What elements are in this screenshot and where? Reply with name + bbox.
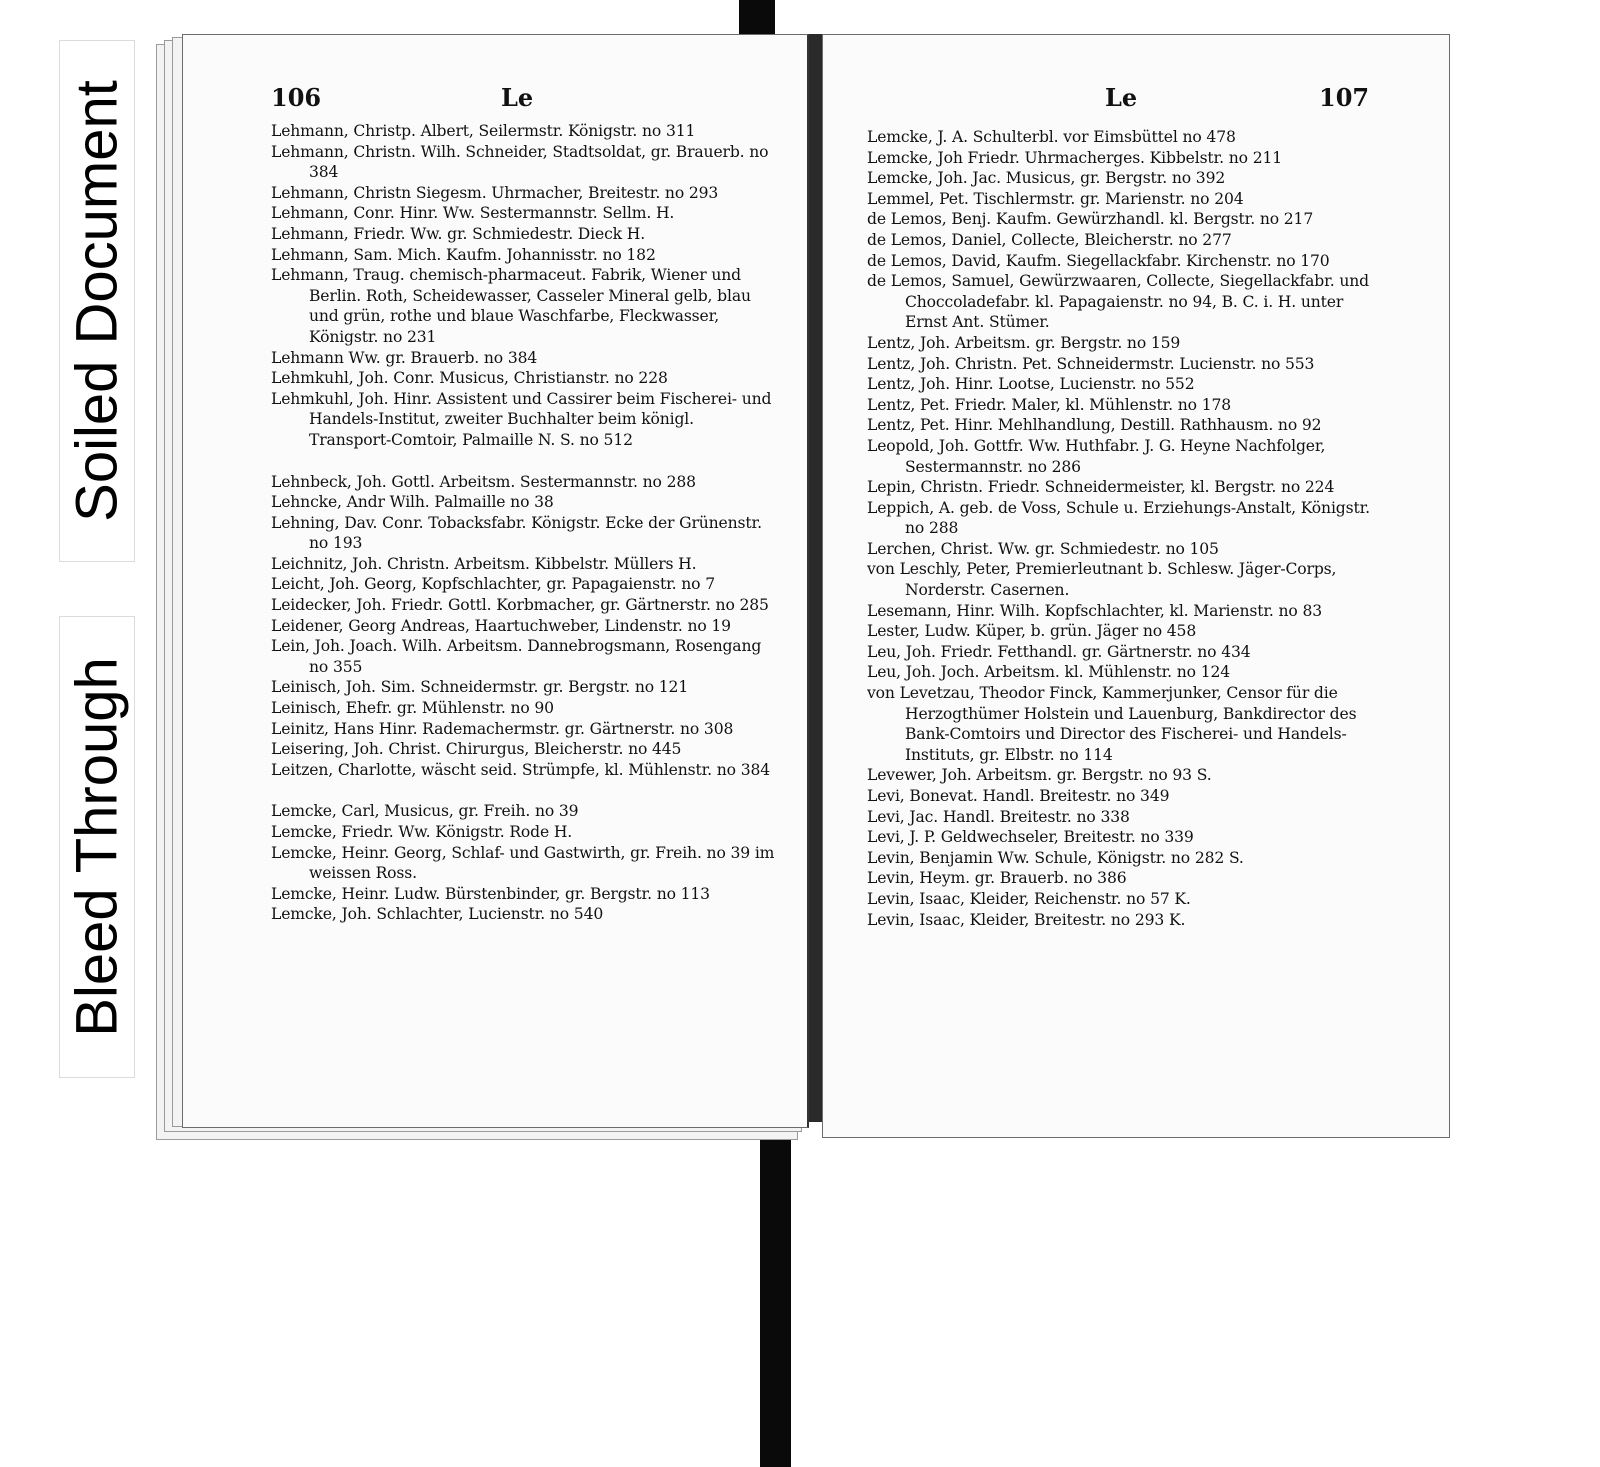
entry-gap	[271, 780, 776, 801]
directory-entry: Leu, Joh. Friedr. Fetthandl. gr. Gärtnerstr. no 434	[867, 642, 1251, 661]
directory-entry: de Lemos, Daniel, Collecte, Bleicherstr. no 277	[867, 230, 1232, 249]
directory-entry: Lemcke, Joh Friedr. Uhrmacherges. Kibbelstr. no 211	[867, 148, 1283, 167]
directory-entry: Lemcke, Joh. Schlachter, Lucienstr. no 540	[271, 905, 604, 924]
directory-entry: Lehncke, Andr Wilh. Palmaille no 38	[271, 493, 554, 512]
directory-entry: Lemcke, Heinr. Ludw. Bürstenbinder, gr. Bergstr. no 113	[271, 884, 710, 903]
directory-entry: Levi, J. P. Geldwechseler, Breitestr. no 339	[867, 828, 1194, 847]
directory-entry: Lehmann Ww. gr. Brauerb. no 384	[271, 348, 538, 367]
soiled-document-stamp	[59, 40, 135, 562]
directory-entry: Leidener, Georg Andreas, Haartuchweber, Lindenstr. no 19	[271, 616, 731, 635]
bleed-through-stamp	[59, 616, 135, 1078]
directory-entry: Lesemann, Hinr. Wilh. Kopfschlachter, kl. Marienstr. no 83	[867, 601, 1323, 620]
directory-entry: von Leschly, Peter, Premierleutnant b. Schlesw. Jäger-Corps, Norderstr. Casernen.	[867, 560, 1337, 600]
directory-entry: Lehmann, Friedr. Ww. gr. Schmiedestr. Dieck H.	[271, 224, 646, 243]
directory-entry: Lemcke, J. A. Schulterbl. vor Eimsbüttel no 478	[867, 128, 1236, 146]
directory-entry: Levin, Heym. gr. Brauerb. no 386	[867, 869, 1127, 888]
right-page	[822, 34, 1450, 1138]
directory-entry: Levin, Isaac, Kleider, Breitestr. no 293 K.	[867, 910, 1186, 929]
directory-entry: de Lemos, Benj. Kaufm. Gewürzhandl. kl. Bergstr. no 217	[867, 210, 1314, 229]
directory-entry: Leopold, Joh. Gottfr. Ww. Huthfabr. J. G. Heyne Nachfolger, Sestermannstr. no 286	[867, 436, 1326, 476]
directory-entry: de Lemos, Samuel, Gewürzwaaren, Collecte, Siegellackfabr. und Choccoladefabr. kl. Papagaienstr. no 94, B. C. i. H. unter Ernst Ant. Stümer.	[867, 272, 1369, 332]
running-head-left: Le	[501, 83, 534, 112]
directory-entry: Lentz, Joh. Hinr. Lootse, Lucienstr. no 552	[867, 375, 1195, 394]
directory-entry: Leisering, Joh. Christ. Chirurgus, Bleicherstr. no 445	[271, 740, 682, 759]
directory-entry: de Lemos, David, Kaufm. Siegellackfabr. Kirchenstr. no 170	[867, 251, 1330, 270]
directory-entry: Lehmann, Christp. Albert, Seilermstr. Königstr. no 311	[271, 122, 696, 140]
directory-entries-left	[271, 121, 776, 925]
directory-entries-right	[867, 127, 1372, 930]
directory-entry: Leicht, Joh. Georg, Kopfschlachter, gr. Papagaienstr. no 7	[271, 575, 715, 594]
bleed-through-label: Bleed Through	[64, 657, 130, 1037]
directory-entry: Lehmkuhl, Joh. Hinr. Assistent und Cassirer beim Fischerei- und Handels-Institut, zweiter Buchhalter beim königl. Transport-Comtoir, Palmaille N. S. no 512	[271, 389, 772, 449]
directory-entry: Lehmann, Christn Siegesm. Uhrmacher, Breitestr. no 293	[271, 183, 719, 202]
directory-entry: Leinisch, Ehefr. gr. Mühlenstr. no 90	[271, 699, 554, 718]
directory-entry: Lehnbeck, Joh. Gottl. Arbeitsm. Sestermannstr. no 288	[271, 472, 696, 491]
directory-entry: von Levetzau, Theodor Finck, Kammerjunker, Censor für die Herzogthümer Holstein und Lauenburg, Bankdirector des Bank-Comtoirs und Director des Fischerei- und Handels-Instituts, gr. Elbstr. no 114	[867, 684, 1357, 764]
page-number-right: 107	[1319, 83, 1370, 112]
directory-entry: Levin, Isaac, Kleider, Reichenstr. no 57 K.	[867, 889, 1191, 908]
directory-entry: Levi, Bonevat. Handl. Breitestr. no 349	[867, 787, 1170, 805]
soiled-document-label: Soiled Document	[64, 80, 130, 522]
directory-entry: Lehmann, Sam. Mich. Kaufm. Johannisstr. no 182	[271, 245, 656, 264]
directory-entry: Lemcke, Heinr. Georg, Schlaf- und Gastwirth, gr. Freih. no 39 im weissen Ross.	[271, 843, 775, 883]
directory-entry: Lentz, Pet. Friedr. Maler, kl. Mühlenstr. no 178	[867, 395, 1232, 414]
running-head-right: Le	[1105, 83, 1138, 112]
directory-entry: Lehmann, Traug. chemisch-pharmaceut. Fabrik, Wiener und Berlin. Roth, Scheidewasser, Casseler Mineral gelb, blau und grün, rothe und blaue Waschfarbe, Fleckwasser, Königstr. no 231	[271, 266, 751, 346]
gutter-shadow-top	[739, 0, 775, 34]
directory-entry: Lentz, Joh. Christn. Pet. Schneidermstr. Lucienstr. no 553	[867, 354, 1315, 373]
directory-entry: Lehmkuhl, Joh. Conr. Musicus, Christianstr. no 228	[271, 369, 668, 388]
directory-entry: Leinisch, Joh. Sim. Schneidermstr. gr. Bergstr. no 121	[271, 678, 689, 697]
directory-entry: Lemcke, Friedr. Ww. Königstr. Rode H.	[271, 823, 573, 841]
directory-entry: Lentz, Pet. Hinr. Mehlhandlung, Destill. Rathhausm. no 92	[867, 416, 1322, 435]
directory-entry: Leinitz, Hans Hinr. Rademachermstr. gr. Gärtnerstr. no 308	[271, 719, 734, 738]
directory-entry: Levewer, Joh. Arbeitsm. gr. Bergstr. no 93 S.	[867, 766, 1212, 785]
directory-entry: Lein, Joh. Joach. Wilh. Arbeitsm. Dannebrogsmann, Rosengang no 355	[271, 637, 762, 676]
directory-entry: Lepin, Christn. Friedr. Schneidermeister, kl. Bergstr. no 224	[867, 478, 1335, 497]
directory-entry: Lester, Ludw. Küper, b. grün. Jäger no 458	[867, 622, 1197, 641]
page-number-left: 106	[271, 83, 322, 112]
gutter-shadow-bottom	[760, 1112, 791, 1467]
directory-entry: Lehning, Dav. Conr. Tobacksfabr. Königstr. Ecke der Grünenstr. no 193	[271, 513, 762, 553]
directory-entry: Levi, Jac. Handl. Breitestr. no 338	[867, 807, 1130, 826]
directory-entry: Leu, Joh. Joch. Arbeitsm. kl. Mühlenstr. no 124	[867, 663, 1231, 682]
directory-entry: Leitzen, Charlotte, wäscht seid. Strümpfe, kl. Mühlenstr. no 384	[271, 760, 771, 779]
directory-entry: Lemcke, Joh. Jac. Musicus, gr. Bergstr. no 392	[867, 169, 1226, 188]
left-page	[182, 34, 809, 1128]
directory-entry: Leidecker, Joh. Friedr. Gottl. Korbmacher, gr. Gärtnerstr. no 285	[271, 596, 769, 615]
entry-gap	[271, 451, 776, 472]
directory-entry: Lentz, Joh. Arbeitsm. gr. Bergstr. no 159	[867, 333, 1181, 352]
directory-entry: Lehmann, Conr. Hinr. Ww. Sestermannstr. Sellm. H.	[271, 204, 675, 223]
directory-entry: Lemmel, Pet. Tischlermstr. gr. Marienstr. no 204	[867, 189, 1244, 208]
directory-entry: Lerchen, Christ. Ww. gr. Schmiedestr. no 105	[867, 539, 1219, 558]
directory-entry: Leichnitz, Joh. Christn. Arbeitsm. Kibbelstr. Müllers H.	[271, 554, 697, 573]
directory-entry: Lehmann, Christn. Wilh. Schneider, Stadtsoldat, gr. Brauerb. no 384	[271, 142, 769, 182]
directory-entry: Leppich, A. geb. de Voss, Schule u. Erziehungs-Anstalt, Königstr. no 288	[867, 498, 1370, 538]
directory-entry: Lemcke, Carl, Musicus, gr. Freih. no 39	[271, 802, 579, 821]
directory-entry: Levin, Benjamin Ww. Schule, Königstr. no 282 S.	[867, 848, 1244, 867]
